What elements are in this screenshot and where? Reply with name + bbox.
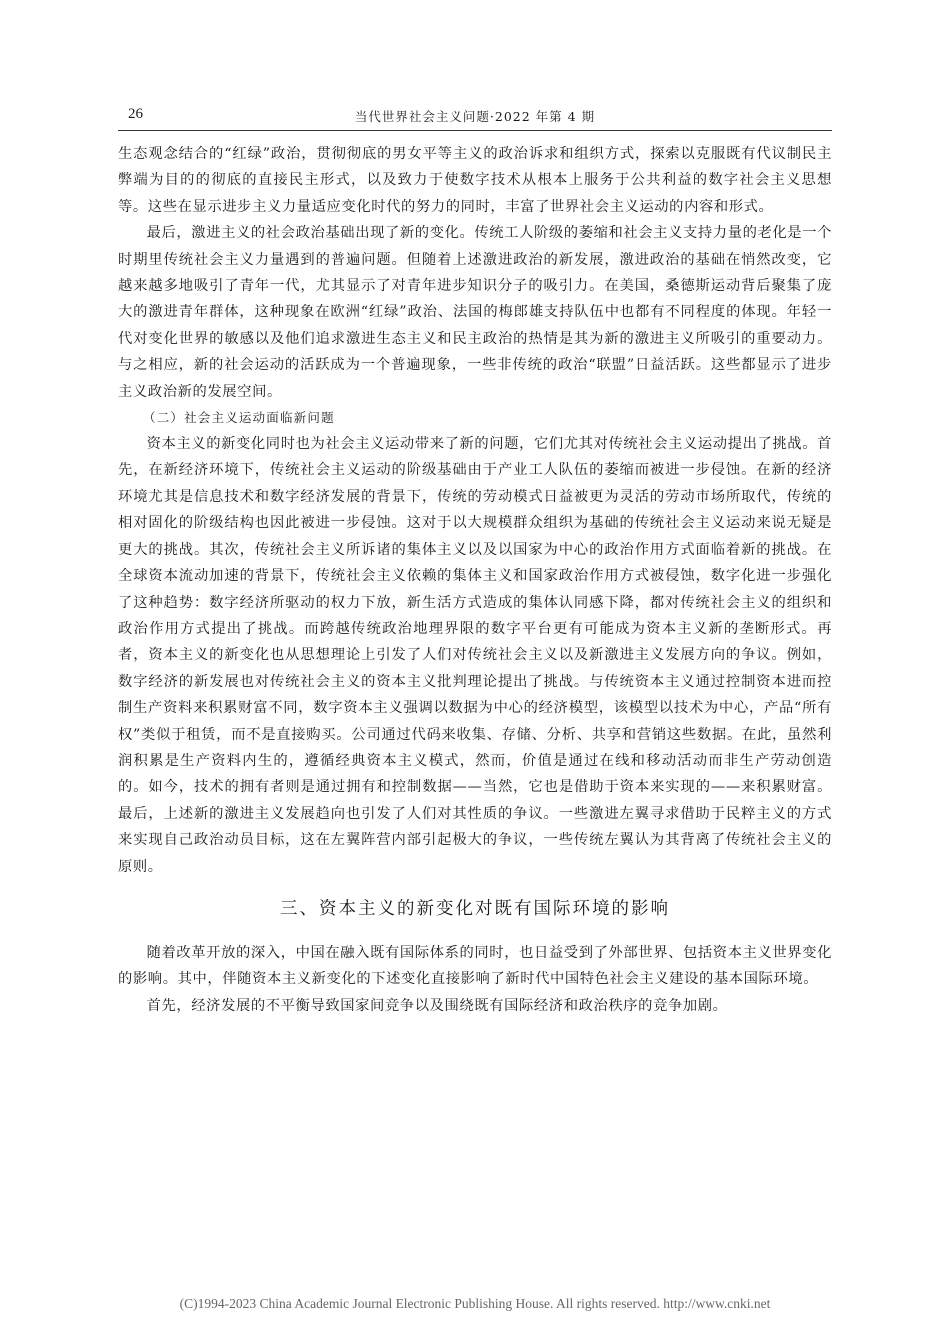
page-number: 26	[128, 106, 143, 122]
page-header	[118, 104, 832, 130]
header-rule	[118, 130, 832, 131]
copyright-footer: (C)1994-2023 China Academic Journal Electronic Publishing House. All rights reserved. http://www.cnki.net	[179, 1296, 771, 1311]
section-heading: 三、资本主义的新变化对既有国际环境的影响	[280, 898, 670, 919]
article-body	[118, 141, 832, 1019]
paragraph: 资本主义的新变化同时也为社会主义运动带来了新的问题，它们尤其对传统社会主义运动提出了挑战。首先，在新经济环境下，传统社会主义运动的阶级基础由于产业工人队伍的萎缩而被进一步侵蚀。在新的经济环境尤其是信息技术和数字经济发展的背景下，传统的劳动模式日益被更为灵活的劳动市场所取代，传统的相对固化的阶级结构也因此被进一步侵蚀。这对于以大规模群众组织为基础的传统社会主义运动来说无疑是更大的挑战。其次，传统社会主义所诉诸的集体主义以及以国家为中心的政治作用方式面临着新的挑战。在全球资本流动加速的背景下，传统社会主义依赖的集体主义和国家政治作用方式被侵蚀，数字化进一步强化了这种趋势：数字经济所驱动的权力下放，新生活方式造成的集体认同感下降，都对传统社会主义的组织和政治作用方式提出了挑战。而跨越传统政治地理界限的数字平台更有可能成为资本主义新的垄断形式。再者，资本主义的新变化也从思想理论上引发了人们对传统社会主义以及新激进主义发展方向的争议。例如，数字经济的新发展也对传统社会主义的资本主义批判理论提出了挑战。与传统资本主义通过控制资本进而控制生产资料来积累财富不同，数字资本主义强调以数据为中心的经济模型，该模型以技术为中心，产品“所有权”类似于租赁，而不是直接购买。公司通过代码来收集、存储、分析、共享和营销这些数据。在此，虽然利润积累是生产资料内生的，遵循经典资本主义模式，然而，价值是通过在线和移动活动而非生产劳动创造的。如今，技术的拥有者则是通过拥有和控制数据——当然，它也是借助于资本来实现的——来积累财富。最后，上述新的激进主义发展趋向也引发了人们对其性质的争议。一些激进左翼寻求借助于民粹主义的方式来实现自己政治动员目标，这在左翼阵营内部引起极大的争议，一些传统左翼认为其背离了传统社会主义的原则。	[118, 436, 832, 875]
journal-title: 当代世界社会主义问题·2022 年第 4 期	[354, 109, 596, 124]
subheading: （二）社会主义运动面临新问题	[143, 410, 335, 426]
paragraph: 最后，激进主义的社会政治基础出现了新的变化。传统工人阶级的萎缩和社会主义支持力量的老化是一个时期里传统社会主义力量遇到的普遍问题。但随着上述激进政治的新发展，激进政治的基础在悄然改变，它越来越多地吸引了青年一代，尤其显示了对青年进步知识分子的吸引力。在美国，桑德斯运动背后聚集了庞大的激进青年群体，这种现象在欧洲“红绿”政治、法国的梅郎雄支持队伍中也都有不同程度的体现。年轻一代对变化世界的敏感以及他们追求激进生态主义和民主政治的热情是其为新的激进主义所吸引的重要动力。与之相应，新的社会运动的活跃成为一个普遍现象，一些非传统的政治“联盟”日益活跃。这些都显示了进步主义政治新的发展空间。	[118, 225, 832, 400]
paragraph: 生态观念结合的“红绿”政治，贯彻彻底的男女平等主义的政治诉求和组织方式，探索以克服既有代议制民主弊端为目的的彻底的直接民主形式，以及致力于使数字技术从根本上服务于公共利益的数字社会主义思想等。这些在显示进步主义力量适应变化时代的努力的同时，丰富了世界社会主义运动的内容和形式。	[118, 146, 832, 215]
paragraph: 随着改革开放的深入，中国在融入既有国际体系的同时，也日益受到了外部世界、包括资本主义世界变化的影响。其中，伴随资本主义新变化的下述变化直接影响了新时代中国特色社会主义建设的基本国际环境。	[118, 944, 832, 988]
paragraph: 首先，经济发展的不平衡导致国家间竞争以及围绕既有国际经济和政治秩序的竞争加剧。	[146, 997, 728, 1014]
